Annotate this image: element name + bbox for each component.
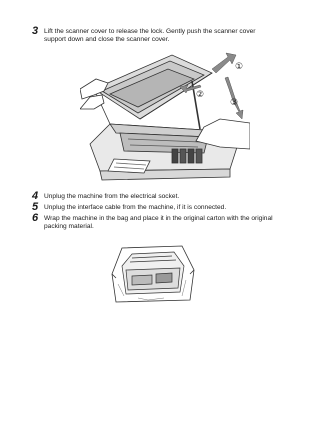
- step-number: 6: [32, 212, 39, 224]
- scanner-cover: [94, 55, 212, 129]
- step-text: Unplug the machine from the electrical socket.: [44, 193, 180, 200]
- step-number: 5: [32, 201, 39, 213]
- step-text: Lift the scanner cover to release the lock. Gently push the scanner cover support down and close the scanner cover.: [44, 28, 256, 44]
- callout-3: ③: [230, 98, 239, 108]
- step-5: [32, 201, 274, 213]
- step-4: [32, 190, 274, 202]
- callout-2: ②: [196, 90, 205, 100]
- step-text: Wrap the machine in the bag and place it in the original carton with the original packing material.: [44, 215, 273, 231]
- wrapped-machine-illustration: [108, 240, 196, 308]
- step-number: 3: [32, 25, 39, 37]
- step-number: 4: [32, 190, 39, 202]
- step-6: [32, 212, 274, 232]
- machine-in-bag: [122, 252, 184, 294]
- callout-1: ①: [235, 62, 244, 72]
- step-3: [32, 25, 274, 45]
- step-text: Unplug the interface cable from the machine, if it is connected.: [44, 204, 227, 211]
- scanner-cover-illustration: [80, 49, 250, 189]
